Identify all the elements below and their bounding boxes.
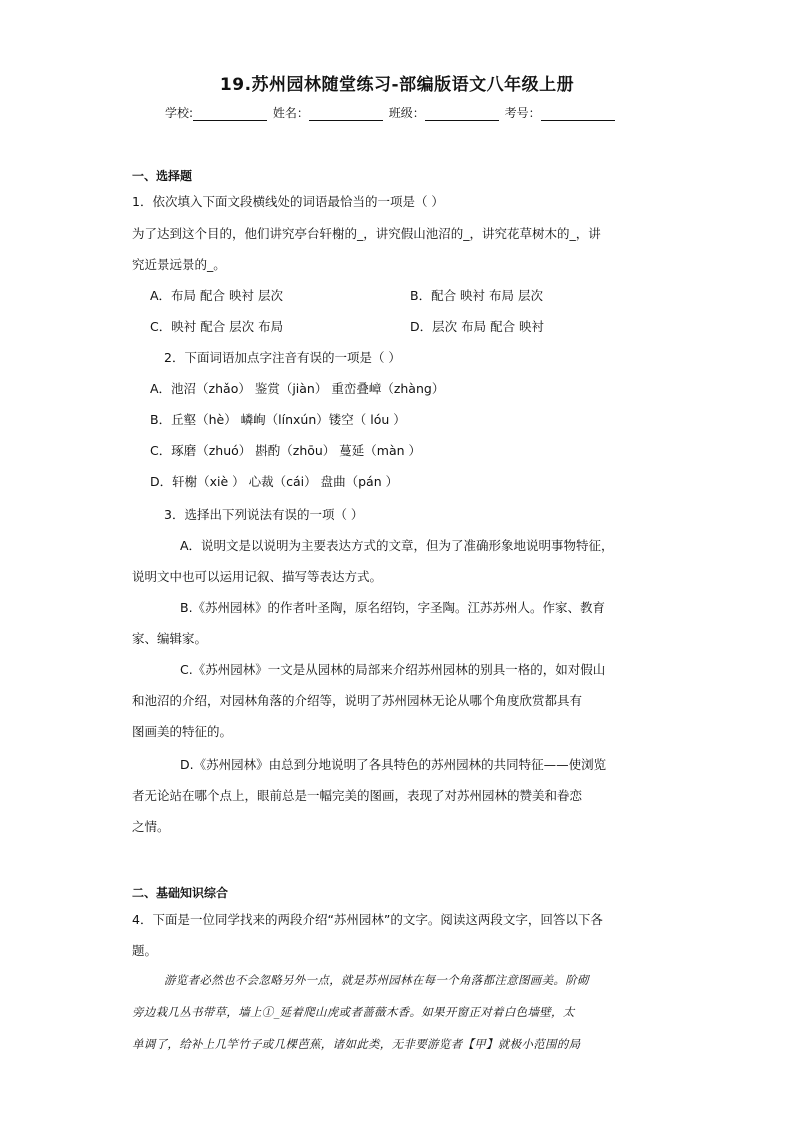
q2-option-b[interactable]: B．丘壑（hè） 嶙峋（línxún）镂空（ lóu ） [150, 412, 406, 427]
student-info-line [165, 104, 617, 121]
q3-option-a[interactable]: A．说明文是以说明为主要表达方式的文章，但为了准确形象地说明事物特征， [180, 538, 614, 553]
name-label: 姓名： [272, 106, 309, 120]
name-blank[interactable] [309, 108, 383, 121]
page-title: 19.苏州园林随堂练习-部编版语文八年级上册 [219, 75, 575, 95]
section-heading-choice: 一、选择题 [132, 169, 193, 183]
q3-option-c-cont: 图画美的特征的。 [132, 724, 233, 739]
exam-no-blank[interactable] [541, 108, 615, 121]
q4-passage-line: 单调了，给补上几竿竹子或几棵芭蕉，诸如此类，无非要游览者【甲】就极小范围的局 [132, 1037, 581, 1051]
q3-option-d[interactable]: D.《苏州园林》由总到分地说明了各具特色的苏州园林的共同特征——使浏览 [180, 757, 607, 772]
class-blank[interactable] [425, 108, 499, 121]
q2-stem: 2．下面词语加点字注音有误的一项是（ ） [164, 350, 401, 365]
class-label: 班级： [388, 106, 425, 120]
q3-stem: 3．选择出下列说法有误的一项（ ） [164, 507, 364, 522]
section-heading-knowledge: 二、基础知识综合 [132, 886, 229, 900]
q3-option-b-cont: 家、编辑家。 [132, 631, 208, 646]
q4-stem-cont: 题。 [132, 943, 158, 958]
q1-option-c[interactable]: C．映衬 配合 层次 布局 [150, 319, 284, 334]
q3-option-a-cont: 说明文中也可以运用记叙、描写等表达方式。 [132, 569, 383, 584]
q2-option-d[interactable]: D．轩榭（xiè ） 心裁（cái） 盘曲（pán ） [150, 474, 399, 489]
q1-option-d[interactable]: D．层次 布局 配合 映衬 [410, 319, 545, 334]
school-label: 学校: [165, 106, 194, 120]
q3-option-c[interactable]: C.《苏州园林》一文是从园林的局部来介绍苏州园林的别具一格的，如对假山 [180, 662, 606, 677]
q1-option-a[interactable]: A．布局 配合 映衬 层次 [150, 288, 283, 303]
school-blank[interactable] [193, 108, 267, 121]
q1-passage-line: 究近景远景的_。 [132, 257, 226, 272]
q4-stem: 4．下面是一位同学找来的两段介绍“苏州园林”的文字。阅读这两段文字，回答以下各 [132, 912, 603, 927]
q1-option-b[interactable]: B．配合 映衬 布局 层次 [410, 288, 543, 303]
q3-option-b[interactable]: B.《苏州园林》的作者叶圣陶，原名绍钧，字圣陶。江苏苏州人。作家、教育 [180, 600, 606, 615]
q1-stem: 1．依次填入下面文段横线处的词语最恰当的一项是（ ） [132, 194, 444, 209]
exam-no-label: 考号： [504, 106, 541, 120]
q4-passage-line: 游览者必然也不会忽略另外一点，就是苏州园林在每一个角落都注意图画美。阶砌 [164, 973, 589, 987]
q1-passage-line: 为了达到这个目的，他们讲究亭台轩榭的_，讲究假山池沼的_，讲究花草树木的_，讲 [132, 226, 601, 241]
q3-option-d-cont: 者无论站在哪个点上，眼前总是一幅完美的图画，表现了对苏州园林的赞美和眷恋 [132, 788, 583, 803]
q2-option-a[interactable]: A．池沼（zhǎo） 鉴赏（jiàn） 重峦叠嶂（zhàng） [150, 381, 445, 396]
q4-passage-line: 旁边栽几丛书带草，墙上①_延着爬山虎或者蔷薇木香。如果开窗正对着白色墙壁，太 [132, 1005, 575, 1019]
q3-option-c-cont: 和池沼的介绍，对园林角落的介绍等，说明了苏州园林无论从哪个角度欣赏都具有 [132, 693, 583, 708]
q2-option-c[interactable]: C．琢磨（zhuó） 斟酌（zhōu） 蔓延（màn ） [150, 443, 422, 458]
q3-option-d-cont: 之情。 [132, 819, 170, 834]
